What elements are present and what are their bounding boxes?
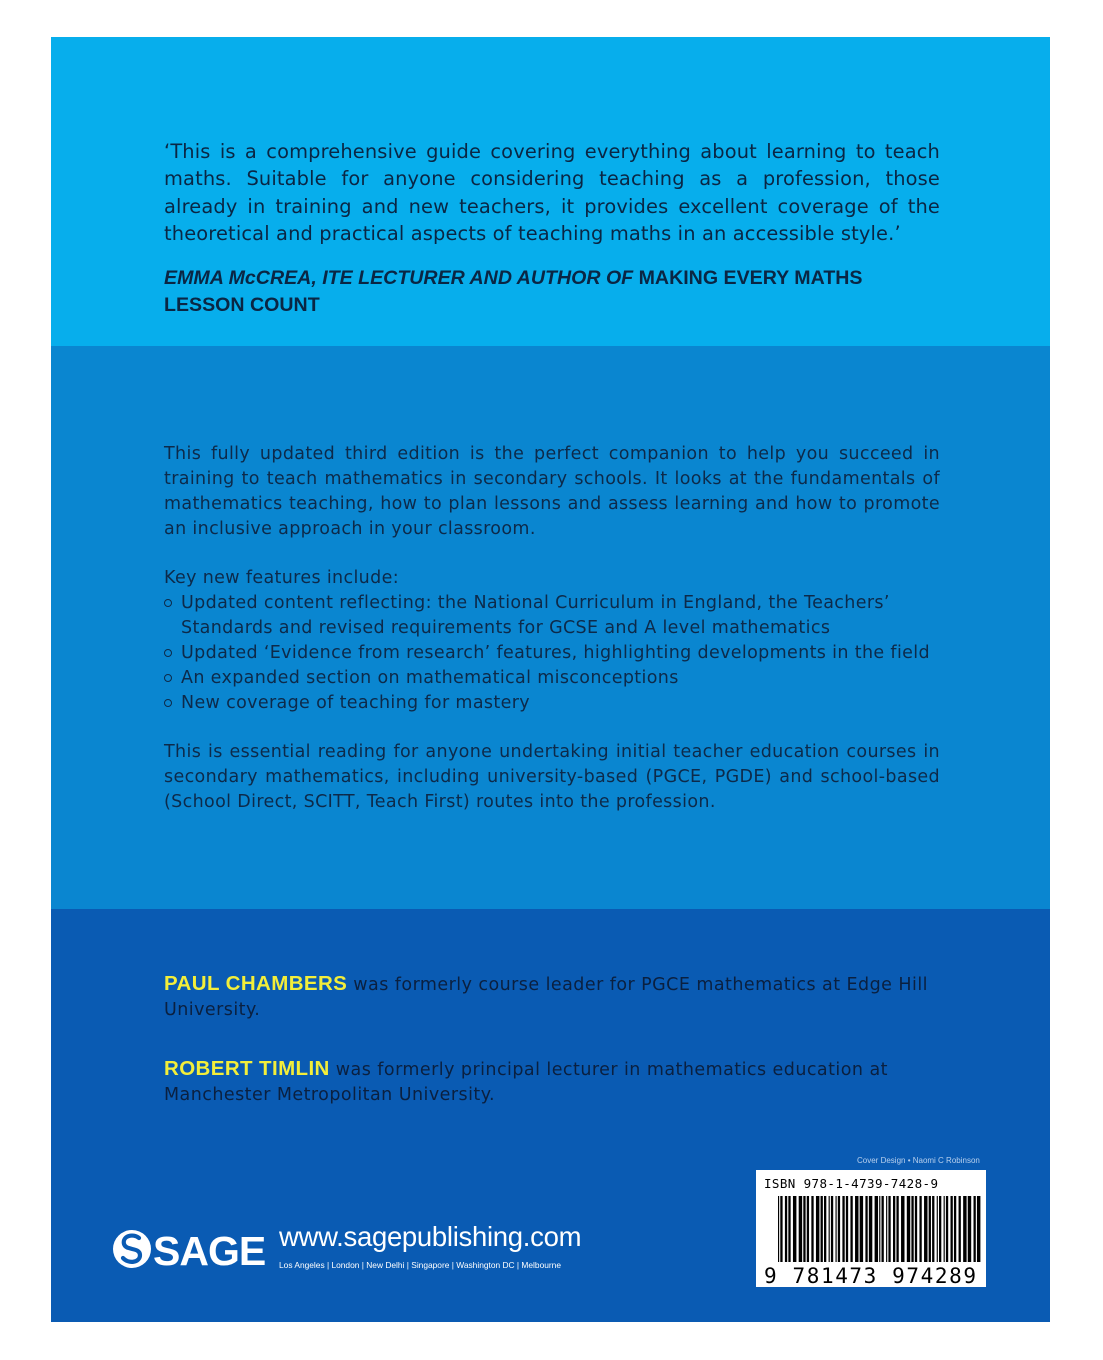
barcode-bar (860, 1196, 863, 1262)
bullet-icon (164, 599, 172, 607)
barcode-bar (785, 1196, 787, 1262)
list-item: Updated content reflecting: the National Curriculum in England, the Teachers’ Standards and revised requirements for GCSE and A level mathematics (164, 591, 940, 641)
author-bio-1 (164, 971, 940, 1023)
barcode-bar (793, 1196, 796, 1262)
barcode-bar (901, 1196, 904, 1262)
barcode-bar (954, 1196, 956, 1262)
barcode-bar (951, 1196, 953, 1262)
barcode-bar (799, 1196, 802, 1262)
barcode-bar (929, 1196, 931, 1262)
barcode-bar (824, 1196, 826, 1262)
features-heading: Key new features include: (164, 568, 399, 588)
barcode-bar (937, 1196, 938, 1262)
barcode-bar (855, 1196, 858, 1262)
barcode-bar (924, 1196, 927, 1262)
publisher-url[interactable]: www.sagepublishing.com (279, 1221, 582, 1252)
barcode-bar (850, 1196, 852, 1262)
list-item: An expanded section on mathematical misconceptions (164, 666, 940, 691)
barcode-bar (963, 1196, 966, 1262)
publisher-block (111, 1221, 611, 1281)
barcode-bar (977, 1196, 980, 1262)
barcode-bar (869, 1196, 872, 1262)
barcode-bar (886, 1196, 887, 1262)
barcode-bar (944, 1196, 945, 1262)
list-item: Updated ‘Evidence from research’ features, highlighting developments in the field (164, 641, 940, 666)
author-bio-text: was formerly principal lecturer in mathematics education at Manchester Metropolitan University. (164, 1060, 888, 1106)
barcode-bar (816, 1196, 819, 1262)
barcode-bar (807, 1196, 809, 1262)
barcode-bar (788, 1196, 790, 1262)
barcode-bar (888, 1196, 890, 1262)
barcode-bar (836, 1196, 837, 1262)
barcode-bar (915, 1196, 917, 1262)
attribution-book: MAKING EVERY MATHS LESSON COUNT (164, 267, 863, 316)
barcode-bar (879, 1196, 880, 1262)
barcode-bar (865, 1196, 867, 1262)
bullet-icon (164, 699, 172, 707)
barcode-bar (968, 1196, 971, 1262)
barcode-bar (946, 1196, 948, 1262)
barcode-bar (846, 1196, 848, 1262)
barcode-bar (842, 1196, 844, 1262)
back-cover (51, 37, 1050, 1322)
barcode-bar (831, 1196, 833, 1262)
barcode-bar (959, 1196, 961, 1262)
barcode-bar (932, 1196, 934, 1262)
barcode-bar (875, 1196, 878, 1262)
bullet-icon (164, 674, 172, 682)
sage-logo-text: SAGE (153, 1228, 266, 1274)
barcode-bar (974, 1196, 976, 1262)
cover-design-credit: Cover Design • Naomi C Robinson (857, 1156, 980, 1165)
barcode-bar (838, 1196, 840, 1262)
barcode-bar (780, 1196, 782, 1262)
endorsement-quote: ‘This is a comprehensive guide covering everything about learning to teach maths. Suitable for anyone considering teaching as a profession, those already in training and new teachers, it provides excellent coverage of the theoretical and practical aspects of teaching maths in an accessible style.’ (164, 140, 940, 245)
barcode-bar (911, 1196, 913, 1262)
endorsement-attribution (164, 265, 940, 319)
author-name: ROBERT TIMLIN (164, 1057, 330, 1080)
description-intro: This fully updated third edition is the perfect companion to help you succeed in training to teach mathematics in secondary schools. It looks at the fundamentals of mathematics teaching, how to plan lessons and assess learning and how to promote an inclusive approach in your classroom. (164, 444, 940, 539)
barcode-bar (803, 1196, 805, 1262)
barcode-bar (811, 1196, 813, 1262)
barcode-bar (893, 1196, 895, 1262)
barcode-bar (821, 1196, 823, 1262)
barcode-bar (939, 1196, 941, 1262)
isbn-barcode (756, 1170, 986, 1287)
author-bio-2 (164, 1056, 940, 1108)
attribution-name: EMMA McCREA, ITE LECTURER AND AUTHOR OF (164, 267, 634, 289)
sage-logo-icon (111, 1227, 271, 1277)
features-list (164, 591, 940, 716)
bullet-icon (164, 649, 172, 657)
author-bio-text: was formerly course leader for PGCE mathematics at Edge Hill University. (164, 975, 928, 1021)
barcode-bars (756, 1170, 986, 1287)
barcode-digits: 9 781473 974289 (764, 1264, 976, 1287)
description-closing: This is essential reading for anyone undertaking initial teacher education courses in secondary mathematics, including university-based (PGCE, PGDE) and school-based (School Direct, SCITT, Teach First) routes into the profession. (164, 742, 940, 812)
publisher-cities: Los Angeles | London | New Delhi | Singapore | Washington DC | Melbourne (279, 1260, 561, 1270)
barcode-bar (882, 1196, 884, 1262)
isbn-label: ISBN 978-1-4739-7428-9 (764, 1176, 939, 1191)
author-name: PAUL CHAMBERS (164, 972, 348, 995)
barcode-bar (896, 1196, 898, 1262)
barcode-bar (919, 1196, 921, 1262)
list-item: New coverage of teaching for mastery (164, 691, 940, 716)
barcode-bar (778, 1196, 779, 1262)
barcode-bar (829, 1196, 830, 1262)
barcode-bar (907, 1196, 910, 1262)
